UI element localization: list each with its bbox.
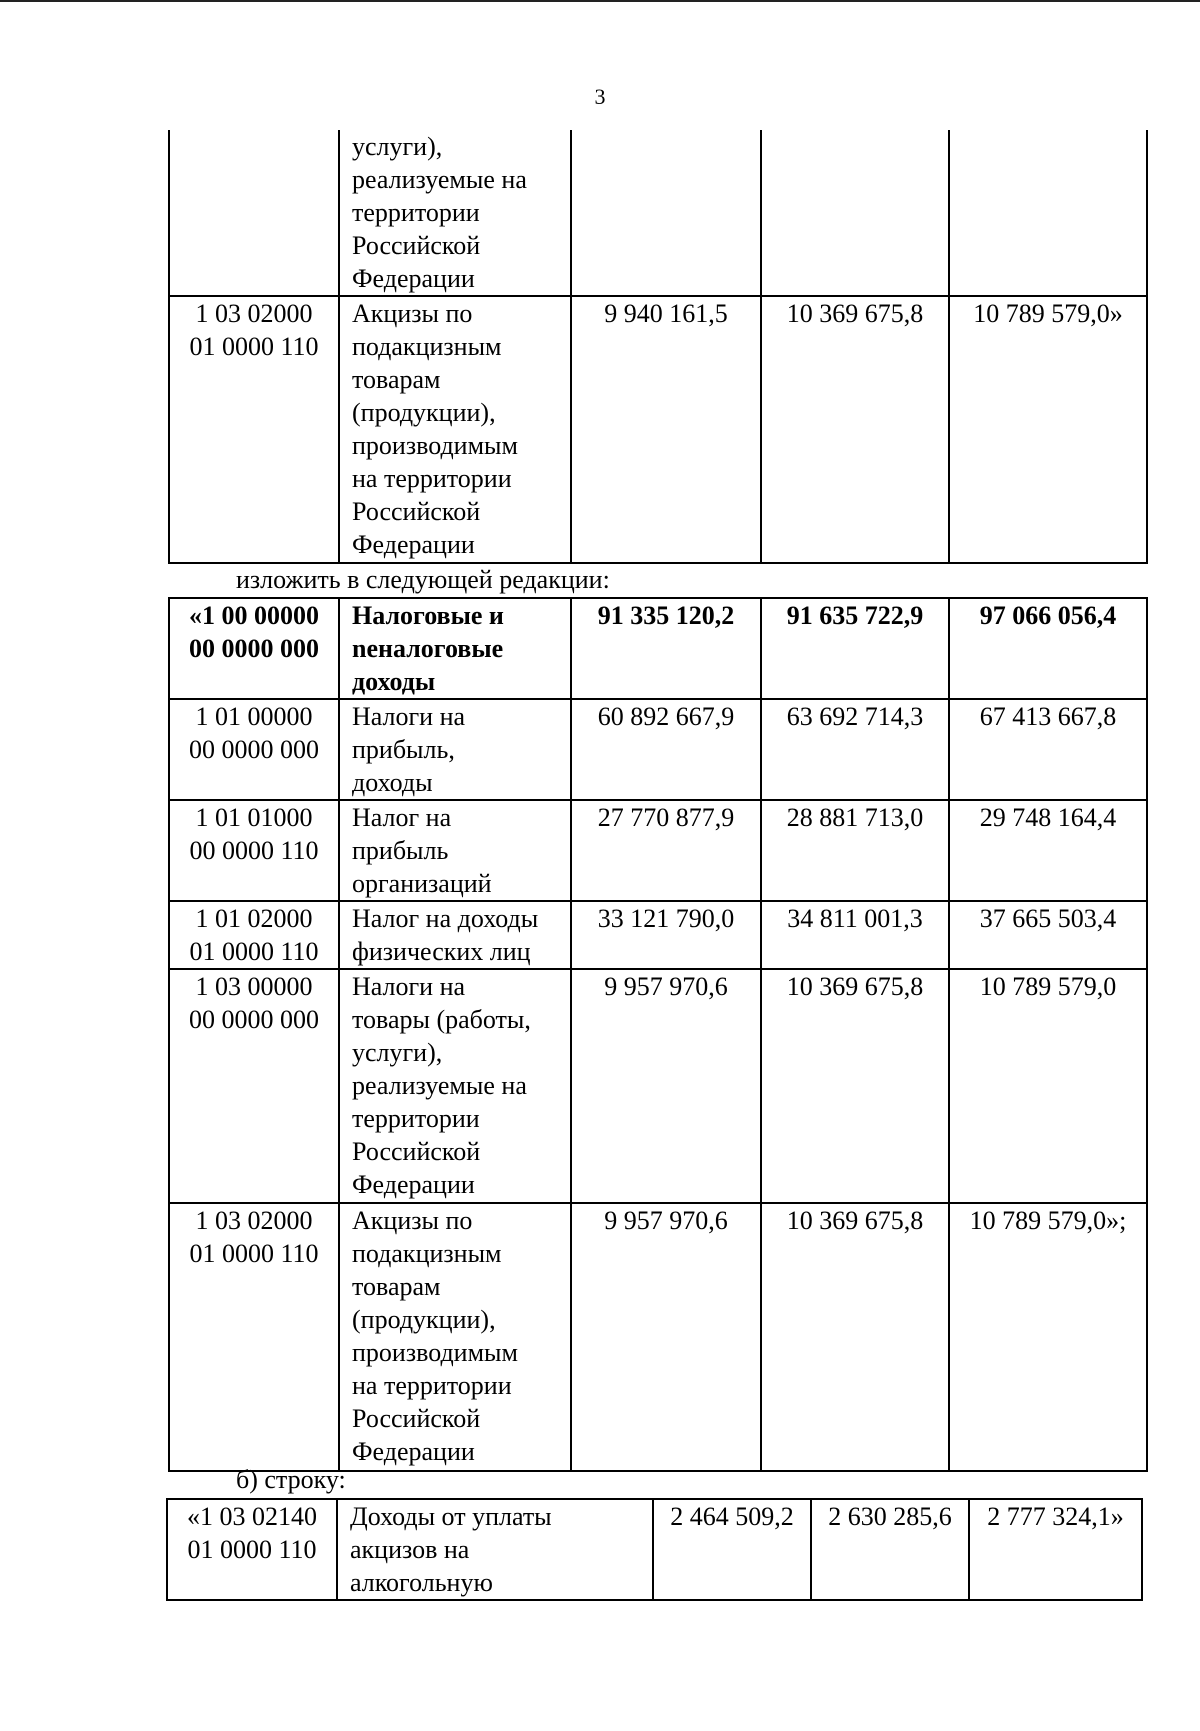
new-edition-table: [168, 597, 1148, 1472]
value-cell: 91 635 722,9: [761, 598, 949, 699]
table-row: [169, 130, 1147, 296]
table-row: [169, 1203, 1147, 1471]
table-row: [169, 969, 1147, 1203]
page-number: 3: [594, 84, 606, 109]
name-cell: Доходы от уплаты акцизов на алкогольную: [337, 1499, 653, 1600]
line-b-caption: б) строку:: [236, 1465, 346, 1494]
name-cell: услуги), реализуемые на территории Российской Федерации: [339, 130, 571, 296]
name-cell: Налог на прибыль организаций: [339, 800, 571, 901]
name-cell: Налоги на прибыль, доходы: [339, 699, 571, 800]
code-cell: 1 03 02000 01 0000 110: [169, 1203, 339, 1471]
code-cell: 1 03 00000 00 0000 000: [169, 969, 339, 1203]
previous-edition-table: [168, 130, 1148, 564]
value-cell: 29 748 164,4: [949, 800, 1147, 901]
value-cell: 10 789 579,0»;: [949, 1203, 1147, 1471]
code-cell: 1 01 01000 00 0000 110: [169, 800, 339, 901]
value-cell: [571, 130, 761, 296]
value-cell: 2 777 324,1»: [969, 1499, 1142, 1600]
value-cell: 91 335 120,2: [571, 598, 761, 699]
name-cell: Налоговые и neналоговые доходы: [339, 598, 571, 699]
value-cell: 2 630 285,6: [811, 1499, 969, 1600]
name-cell: Налоги на товары (работы, услуги), реализуемые на территории Российской Федерации: [339, 969, 571, 1203]
new-edition-caption: изложить в следующей редакции:: [236, 565, 610, 594]
code-cell: 1 01 02000 01 0000 110: [169, 901, 339, 969]
value-cell: 10 369 675,8: [761, 1203, 949, 1471]
value-cell: 67 413 667,8: [949, 699, 1147, 800]
value-cell: [949, 130, 1147, 296]
value-cell: 97 066 056,4: [949, 598, 1147, 699]
value-cell: 10 789 579,0: [949, 969, 1147, 1203]
name-cell: Акцизы по подакцизным товарам (продукции), производимым на территории Российской Федерации: [339, 1203, 571, 1471]
table-row: [169, 699, 1147, 800]
table-row: [169, 800, 1147, 901]
name-cell: Акцизы по подакцизным товарам (продукции), производимым на территории Российской Федерации: [339, 296, 571, 563]
value-cell: 37 665 503,4: [949, 901, 1147, 969]
table-row: [169, 901, 1147, 969]
value-cell: 10 369 675,8: [761, 969, 949, 1203]
code-cell: «1 03 02140 01 0000 110: [167, 1499, 337, 1600]
value-cell: 2 464 509,2: [653, 1499, 811, 1600]
value-cell: 27 770 877,9: [571, 800, 761, 901]
table-row: [167, 1499, 1142, 1600]
table-row: [169, 296, 1147, 563]
table-row: [169, 598, 1147, 699]
name-cell: Налог на доходы физических лиц: [339, 901, 571, 969]
value-cell: 28 881 713,0: [761, 800, 949, 901]
value-cell: 9 940 161,5: [571, 296, 761, 563]
value-cell: 34 811 001,3: [761, 901, 949, 969]
value-cell: 10 789 579,0»: [949, 296, 1147, 563]
value-cell: 9 957 970,6: [571, 1203, 761, 1471]
line-b-table: [166, 1498, 1143, 1601]
value-cell: 60 892 667,9: [571, 699, 761, 800]
page-top-border: [0, 0, 1200, 2]
value-cell: [761, 130, 949, 296]
value-cell: 63 692 714,3: [761, 699, 949, 800]
code-cell: «1 00 00000 00 0000 000: [169, 598, 339, 699]
code-cell: 1 01 00000 00 0000 000: [169, 699, 339, 800]
value-cell: 10 369 675,8: [761, 296, 949, 563]
code-cell: [169, 130, 339, 296]
value-cell: 9 957 970,6: [571, 969, 761, 1203]
value-cell: 33 121 790,0: [571, 901, 761, 969]
code-cell: 1 03 02000 01 0000 110: [169, 296, 339, 563]
